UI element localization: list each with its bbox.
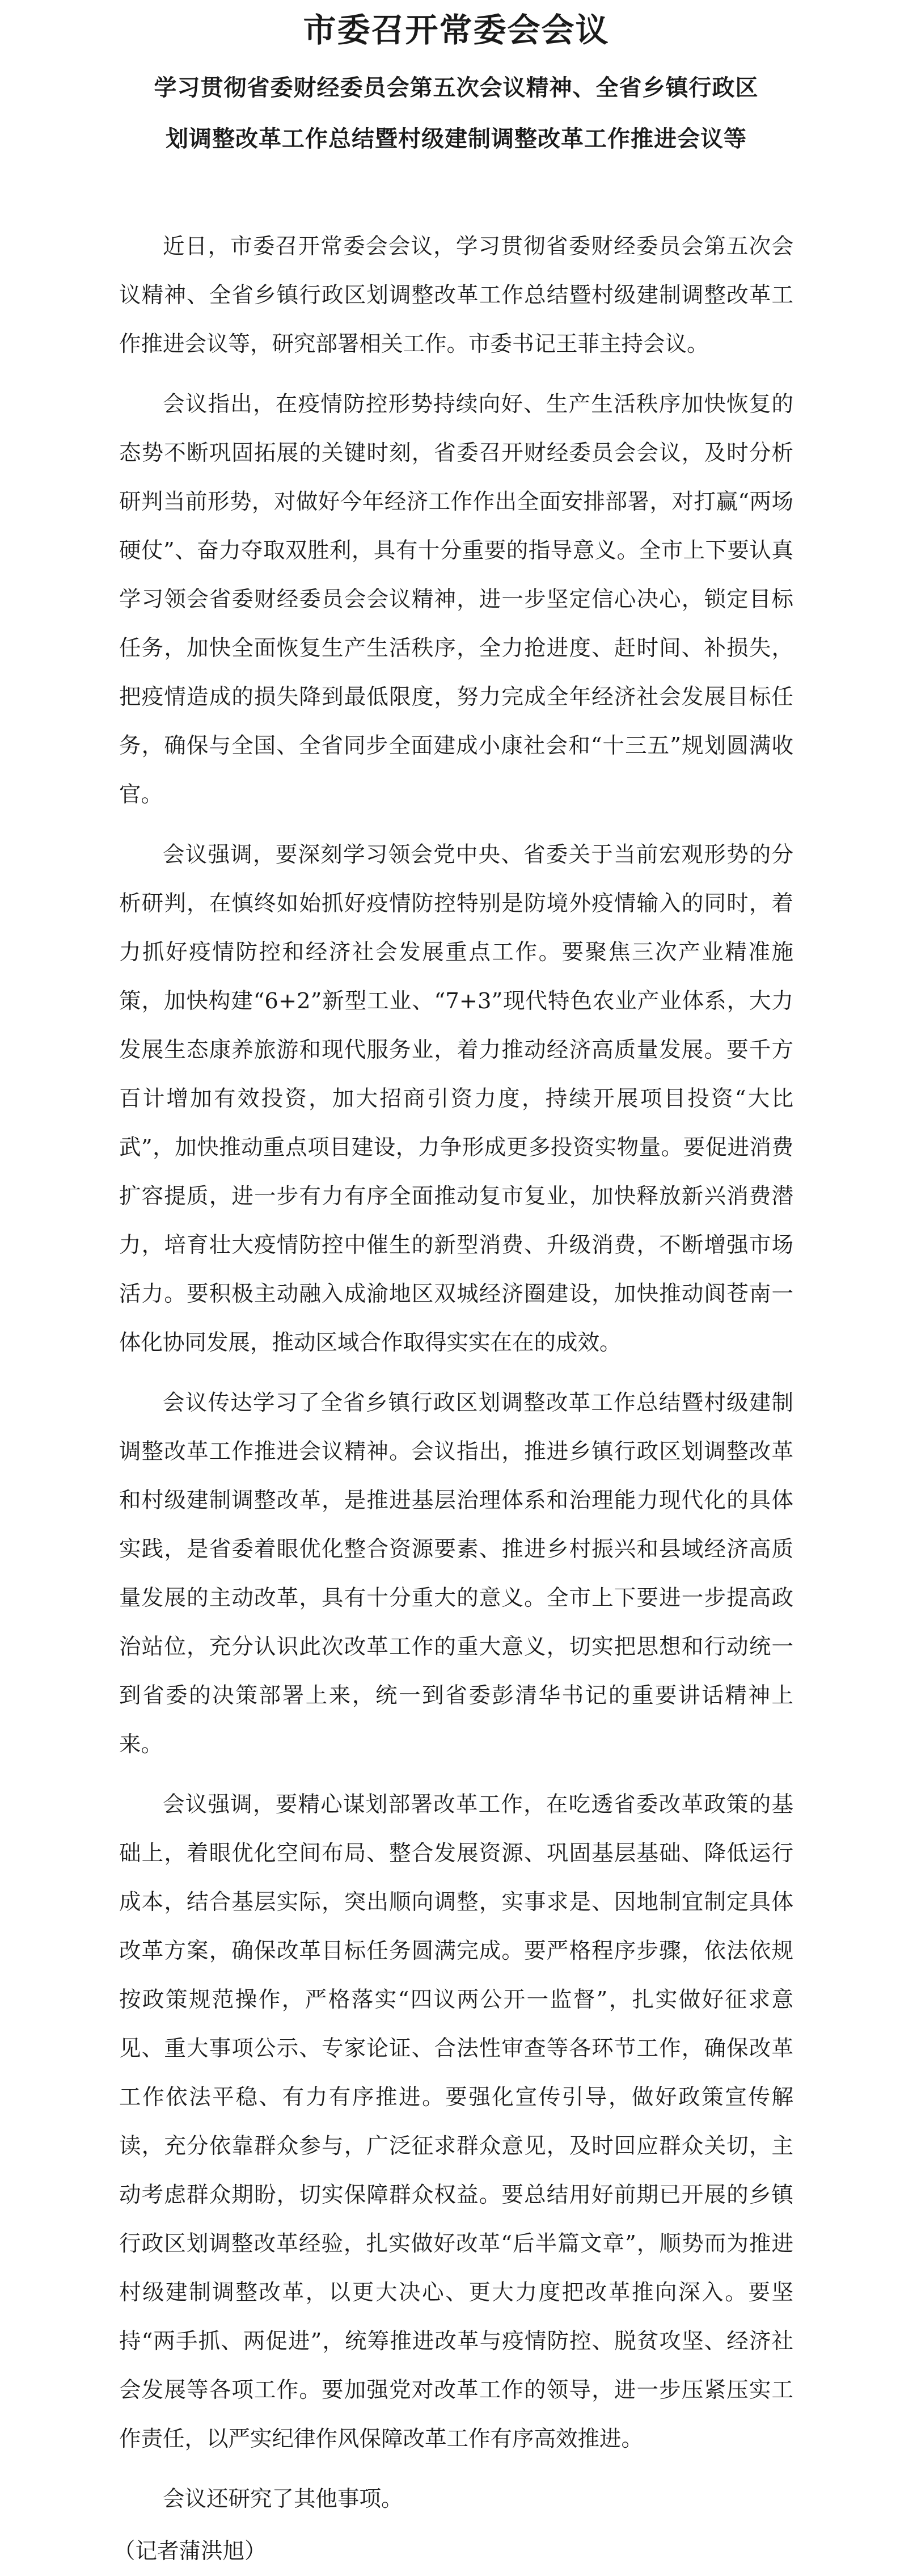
article-body [113,222,793,2576]
paragraph-finance-meeting: 会议指出，在疫情防控形势持续向好、生产生活秩序加快恢复的态势不断巩固拓展的关键时刻，省委召开财经委员会会议，及时分析研判当前形势，对做好今年经济工作作出全面安排部署，对打赢“两场硬仗”、奋力夺取双胜利，具有十分重要的指导意义。全市上下要认真学习领会省委财经委员会会议精神，进一步坚定信心决心，锁定目标任务，加快全面恢复生产生活秩序，全力抢进度、赶时间、补损失，把疫情造成的损失降到最低限度，努力完成全年经济社会发展目标任务，确保与全国、全省同步全面建成小康社会和“十三五”规划圆满收官。 [119,392,793,807]
reporter-byline: （记者蒲洪旭） [113,2539,267,2564]
paragraph-other-matters: 会议还研究了其他事项。 [163,2486,403,2512]
paragraph-intro: 近日，市委召开常委会会议，学习贯彻省委财经委员会第五次会议精神、全省乡镇行政区划调整改革工作总结暨村级建制调整改革工作推进会议等，研究部署相关工作。市委书记王菲主持会议。 [119,234,793,357]
article-subtitle [119,62,793,165]
paragraph-economic-work: 会议强调，要深刻学习领会党中央、省委关于当前宏观形势的分析研判，在慎终如始抓好疫情防控特别是防境外疫情输入的同时，着力抓好疫情防控和经济社会发展重点工作。要聚焦三次产业精准施策，加快构建“6+2”新型工业、“7+3”现代特色农业产业体系，大力发展生态康养旅游和现代服务业，着力推动经济高质量发展。要千方百计增加有效投资，加大招商引资力度，持续开展项目投资“大比武”，加快推动重点项目建设，力争形成更多投资实物量。要促进消费扩容提质，进一步有力有序全面推动复市复业，加快释放新兴消费潜力，培育壮大疫情防控中催生的新型消费、升级消费，不断增强市场活力。要积极主动融入成渝地区双城经济圈建设，加快推动阆苍南一体化协同发展，推动区域合作取得实实在在的成效。 [119,842,793,1356]
paragraph-reform-requirements: 会议强调，要精心谋划部署改革工作，在吃透省委改革政策的基础上，着眼优化空间布局、整合发展资源、巩固基层基础、降低运行成本，结合基层实际，突出顺向调整，实事求是、因地制宜制定具体改革方案，确保改革目标任务圆满完成。要严格程序步骤，依法依规按政策规范操作，严格落实“四议两公开一监督”，扎实做好征求意见、重大事项公示、专家论证、合法性审查等各环节工作，确保改革工作依法平稳、有力有序推进。要强化宣传引导，做好政策宣传解读，充分依靠群众参与，广泛征求群众意见，及时回应群众关切，主动考虑群众期盼，切实保障群众权益。要总结用好前期已开展的乡镇行政区划调整改革经验，扎实做好改革“后半篇文章”，顺势而为推进村级建制调整改革，以更大决心、更大力度把改革推向深入。要坚持“两手抓、两促进”，统筹推进改革与疫情防控、脱贫攻坚、经济社会发展等各项工作。要加强党对改革工作的领导，进一步压紧压实工作责任，以严实纪律作风保障改革工作有序高效推进。 [119,1792,793,2452]
subtitle-line: 学习贯彻省委财经委员会第五次会议精神、全省乡镇行政区 [154,74,759,101]
subtitle-line: 划调整改革工作总结暨村级建制调整改革工作推进会议等 [166,125,747,152]
paragraph-reform-meeting: 会议传达学习了全省乡镇行政区划调整改革工作总结暨村级建制调整改革工作推进会议精神。会议指出，推进乡镇行政区划调整改革和村级建制调整改革，是推进基层治理体系和治理能力现代化的具体实践，是省委着眼优化整合资源要素、推进乡村振兴和县域经济高质量发展的主动改革，具有十分重大的意义。全市上下要进一步提高政治站位，充分认识此次改革工作的重大意义，切实把思想和行动统一到省委的决策部署上来，统一到省委彭清华书记的重要讲话精神上来。 [119,1390,793,1757]
article-title: 市委召开常委会会议 [303,11,610,49]
